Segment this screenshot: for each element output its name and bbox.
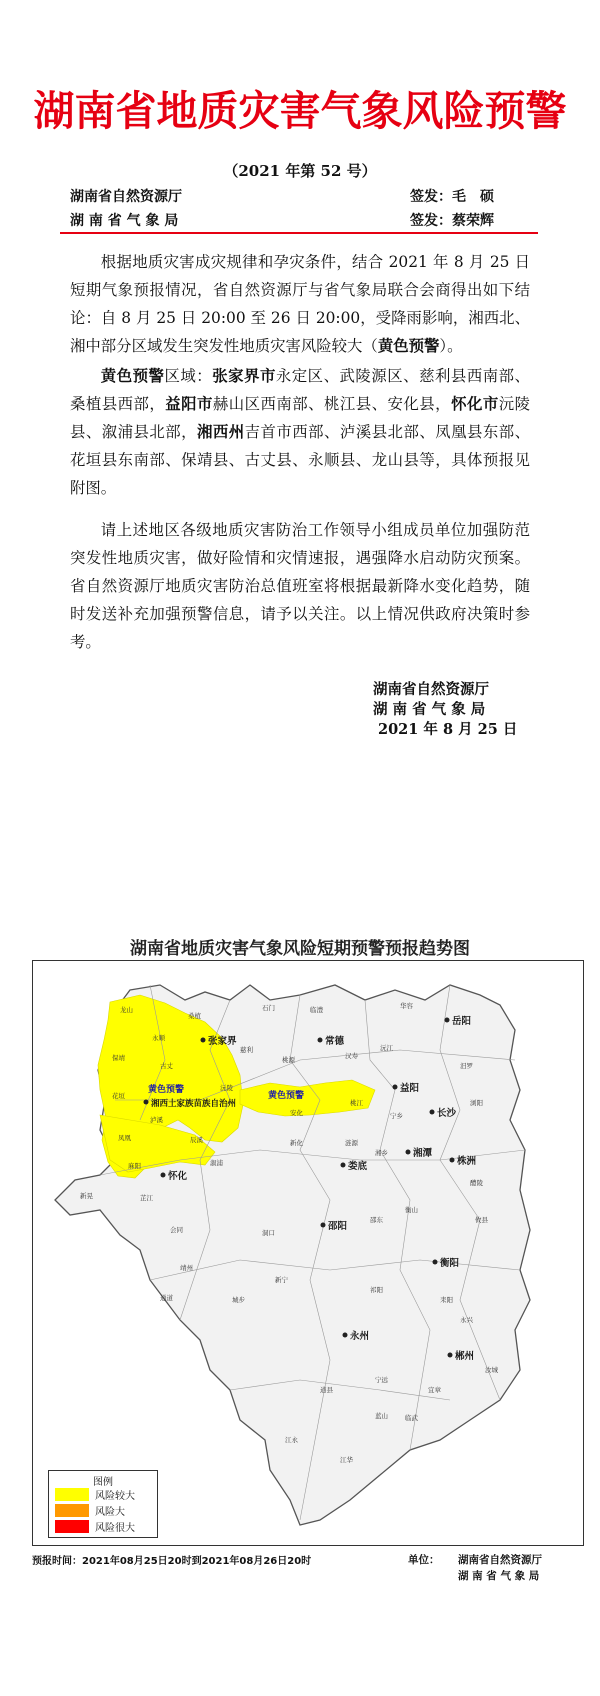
legend-swatch-yellow (55, 1488, 89, 1501)
county-label: 祁阳 (370, 1286, 383, 1294)
signer-1: 签发：毛 硕 (410, 189, 494, 205)
city-zhuzhou: 株洲 (457, 1156, 477, 1167)
footer-org-1: 湖南省自然资源厅 (458, 1554, 542, 1566)
warning-label-central: 黄色预警 (268, 1091, 305, 1101)
county-label: 石门 (262, 1004, 275, 1012)
document-number: （2021 年第 52 号） (223, 162, 377, 180)
county-label: 浏阳 (470, 1099, 483, 1107)
map-title: 湖南省地质灾害气象风险短期预警预报趋势图 (130, 939, 470, 959)
legend-item-low (55, 1487, 135, 1501)
signature-date: 2021 年 8 月 25 日 (378, 721, 518, 738)
legend-swatch-orange (55, 1504, 89, 1517)
city-hengyang: 衡阳 (440, 1258, 460, 1269)
county-label: 临澧 (310, 1006, 323, 1014)
county-label: 城步 (232, 1296, 245, 1304)
paragraph-instructions: 请上述地区各级地质灾害防治工作领导小组成员单位加强防范突发性地质灾害，做好险情和灾情速报，遇强降水启动防灾预案。省自然资源厅地质灾害防治总值班室将根据最新降水变化趋势，随时发送补充加强预警信息，请予以关注。以上情况供政府决策时参考。 (70, 521, 530, 651)
county-label: 芷江 (140, 1194, 153, 1202)
county-label: 蓝山 (375, 1412, 388, 1420)
legend-label: 风险较大 (95, 1490, 135, 1502)
city-xiangtan: 湘潭 (413, 1148, 433, 1159)
map-legend (48, 1470, 158, 1538)
county-label: 安化 (290, 1109, 303, 1117)
county-label: 耒阳 (440, 1296, 453, 1304)
city-zhangjiajie: 张家界 (208, 1036, 237, 1047)
county-label: 江永 (285, 1436, 298, 1444)
county-label: 醴陵 (470, 1179, 483, 1187)
county-label: 沅江 (380, 1044, 393, 1052)
county-label: 麻阳 (128, 1162, 141, 1170)
county-label: 靖州 (180, 1264, 193, 1272)
county-label: 邵东 (370, 1216, 383, 1224)
document-title: 湖南省地质灾害气象风险预警 (33, 87, 567, 135)
legend-item-medium (55, 1503, 125, 1517)
county-label: 凤凰 (118, 1134, 131, 1142)
county-label: 汝城 (485, 1366, 498, 1374)
county-label: 湘乡 (375, 1149, 388, 1157)
county-label: 辰溪 (190, 1136, 203, 1144)
warning-label-west: 黄色预警 (148, 1085, 185, 1095)
county-label: 通道 (160, 1294, 173, 1302)
county-label: 华容 (400, 1002, 413, 1010)
city-yiyang: 益阳 (400, 1083, 420, 1094)
county-label: 泸溪 (150, 1116, 163, 1124)
city-huaihua: 怀化 (168, 1171, 188, 1182)
legend-title: 图例 (93, 1477, 113, 1488)
county-label: 沅陵 (220, 1084, 233, 1092)
city-loudi: 娄底 (348, 1161, 368, 1172)
signature-org-2: 湖 南 省 气 象 局 (373, 701, 486, 718)
legend-label: 风险很大 (95, 1522, 135, 1534)
legend-label: 风险大 (95, 1506, 125, 1518)
paragraph-warning-area: 黄色预警区域：张家界市永定区、武陵源区、慈利县西南部、桑植县西部，益阳市赫山区西南部、桃江县、安化县，怀化市沅陵县、溆浦县北部，湘西州吉首市西部、泸溪县北部、凤凰县东部、花垣县东南部、保靖县、古丈县、永顺县、龙山县等，具体预报见附图。 (70, 367, 530, 497)
county-label: 新晃 (80, 1192, 93, 1200)
county-label: 衡山 (405, 1206, 418, 1214)
city-yueyang: 岳阳 (452, 1016, 472, 1027)
county-label: 古丈 (160, 1062, 173, 1070)
issuer-2: 湖 南 省 气 象 局 (70, 213, 179, 229)
county-label: 会同 (170, 1226, 183, 1234)
county-label: 涟源 (345, 1139, 358, 1147)
county-label: 保靖 (112, 1054, 125, 1062)
county-label: 永顺 (152, 1034, 165, 1042)
city-changde: 常德 (325, 1036, 345, 1047)
county-label: 永兴 (460, 1316, 473, 1324)
signer-2: 签发：蔡荣辉 (410, 213, 494, 229)
county-label: 花垣 (112, 1092, 125, 1100)
county-label: 桃源 (282, 1056, 295, 1064)
forecast-period: 预报时间：2021年08月25日20时到2021年08月26日20时 (32, 1556, 312, 1567)
city-shaoyang: 邵阳 (328, 1221, 348, 1232)
footer-org-2: 湖 南 省 气 象 局 (458, 1570, 540, 1582)
county-label: 桑植 (188, 1012, 201, 1020)
signature-org-1: 湖南省自然资源厅 (373, 681, 489, 698)
county-label: 汨罗 (460, 1062, 473, 1070)
county-label: 溆浦 (210, 1159, 223, 1167)
county-label: 临武 (405, 1414, 418, 1422)
county-label: 宁乡 (390, 1112, 403, 1120)
paragraph-forecast: 根据地质灾害成灾规律和孕灾条件，结合 2021 年 8 月 25 日短期气象预报情况，省自然资源厅与省气象局联合会商得出如下结论：自 8 月 25 日 20:00 至 26 日 20:00，受降雨影响，湘西北、湘中部分区域发生突发性地质灾害风险较大（黄色预警）。 (70, 253, 530, 355)
county-label: 龙山 (120, 1006, 133, 1014)
legend-swatch-red (55, 1520, 89, 1533)
issuer-1: 湖南省自然资源厅 (70, 189, 182, 205)
county-label: 宜章 (428, 1386, 441, 1394)
county-label: 新宁 (275, 1276, 288, 1284)
county-label: 新化 (290, 1139, 303, 1147)
county-label: 桃江 (350, 1099, 363, 1107)
county-label: 洞口 (262, 1229, 275, 1237)
county-label: 宁远 (375, 1376, 388, 1384)
city-chenzhou: 郴州 (455, 1351, 475, 1362)
county-label: 慈利 (240, 1046, 253, 1054)
county-label: 攸县 (475, 1216, 488, 1224)
unit-label: 单位： (408, 1554, 440, 1566)
legend-item-high (55, 1519, 135, 1533)
city-yongzhou: 永州 (350, 1331, 370, 1342)
county-label: 汉寿 (345, 1052, 358, 1060)
county-label: 江华 (340, 1456, 353, 1464)
city-xiangxi: 湘西土家族苗族自治州 (151, 1099, 237, 1109)
city-changsha: 长沙 (437, 1108, 457, 1119)
county-label: 道县 (320, 1386, 333, 1394)
